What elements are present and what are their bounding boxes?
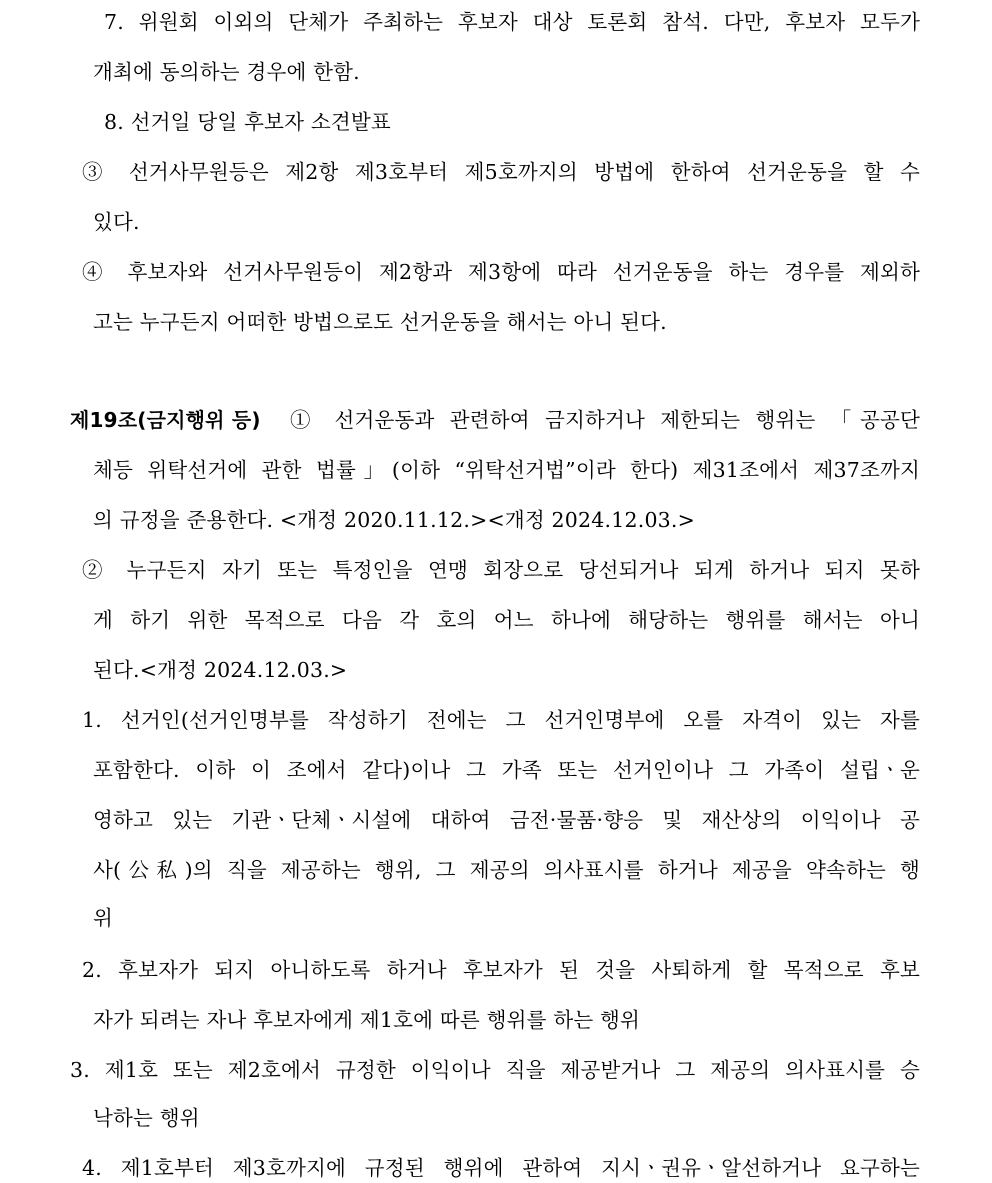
article-19-paragraph-2-line-1: ② 누구든지 자기 또는 특정인을 연맹 회장으로 당선되거나 되게 하거나 되지 못하 (82, 558, 920, 582)
article-19-paragraph-1-line-3: 의 규정을 준용한다. <개정 2020.11.12.><개정 2024.12.03.> (93, 508, 696, 532)
item-2-line-1: 2. 후보자가 되지 아니하도록 하거나 후보자가 된 것을 사퇴하게 할 목적으로 후보 (82, 958, 920, 982)
paragraph-4-line-2: 고는 누구든지 어떠한 방법으로도 선거운동을 해서는 아니 된다. (93, 310, 667, 334)
paragraph-3-line-1: ③ 선거사무원등은 제2항 제3호부터 제5호까지의 방법에 한하여 선거운동을 할 수 (82, 160, 920, 184)
item-3-line-1: 3. 제1호 또는 제2호에서 규정한 이익이나 직을 제공받거나 그 제공의 의사표시를 승 (70, 1058, 920, 1082)
item-1-line-3: 영하고 있는 기관ㆍ단체ㆍ시설에 대하여 금전·물품·향응 및 재산상의 이익이나 공 (93, 808, 920, 832)
article-19-paragraph-1-line-2: 체등 위탁선거에 관한 법률」(이하 “위탁선거법”이라 한다) 제31조에서 제37조까지 (93, 458, 920, 482)
article-19-paragraph-1-line-1: ① 선거운동과 관련하여 금지하거나 제한되는 행위는 「공공단 (290, 408, 920, 432)
item-2-line-2: 자가 되려는 자나 후보자에게 제1호에 따른 행위를 하는 행위 (93, 1008, 641, 1032)
item-8: 8. 선거일 당일 후보자 소견발표 (104, 110, 391, 134)
article-19-paragraph-2-line-3: 된다.<개정 2024.12.03.> (93, 658, 348, 682)
item-1-line-4: 사(公私)의 직을 제공하는 행위, 그 제공의 의사표시를 하거나 제공을 약속하는 행 (93, 858, 920, 882)
paragraph-4-line-1: ④ 후보자와 선거사무원등이 제2항과 제3항에 따라 선거운동을 하는 경우를 제외하 (82, 260, 920, 284)
item-4-line-1: 4. 제1호부터 제3호까지에 규정된 행위에 관하여 지시ㆍ권유ㆍ알선하거나 요구하는 (82, 1156, 920, 1180)
article-19-heading: 제19조(금지행위 등) (70, 408, 261, 432)
article-19-paragraph-2-line-2: 게 하기 위한 목적으로 다음 각 호의 어느 하나에 해당하는 행위를 해서는 아니 (93, 608, 920, 632)
item-7-line-2: 개최에 동의하는 경우에 한함. (93, 60, 360, 84)
item-7-line-1: 7. 위원회 이외의 단체가 주최하는 후보자 대상 토론회 참석. 다만, 후보자 모두가 (104, 10, 920, 34)
item-1-line-1: 1. 선거인(선거인명부를 작성하기 전에는 그 선거인명부에 오를 자격이 있는 자를 (82, 708, 920, 732)
item-1-line-2: 포함한다. 이하 이 조에서 같다)이나 그 가족 또는 선거인이나 그 가족이 설립ㆍ운 (93, 758, 920, 782)
paragraph-3-line-2: 있다. (93, 210, 140, 234)
item-1-line-5: 위 (93, 906, 114, 930)
item-3-line-2: 낙하는 행위 (93, 1106, 200, 1130)
